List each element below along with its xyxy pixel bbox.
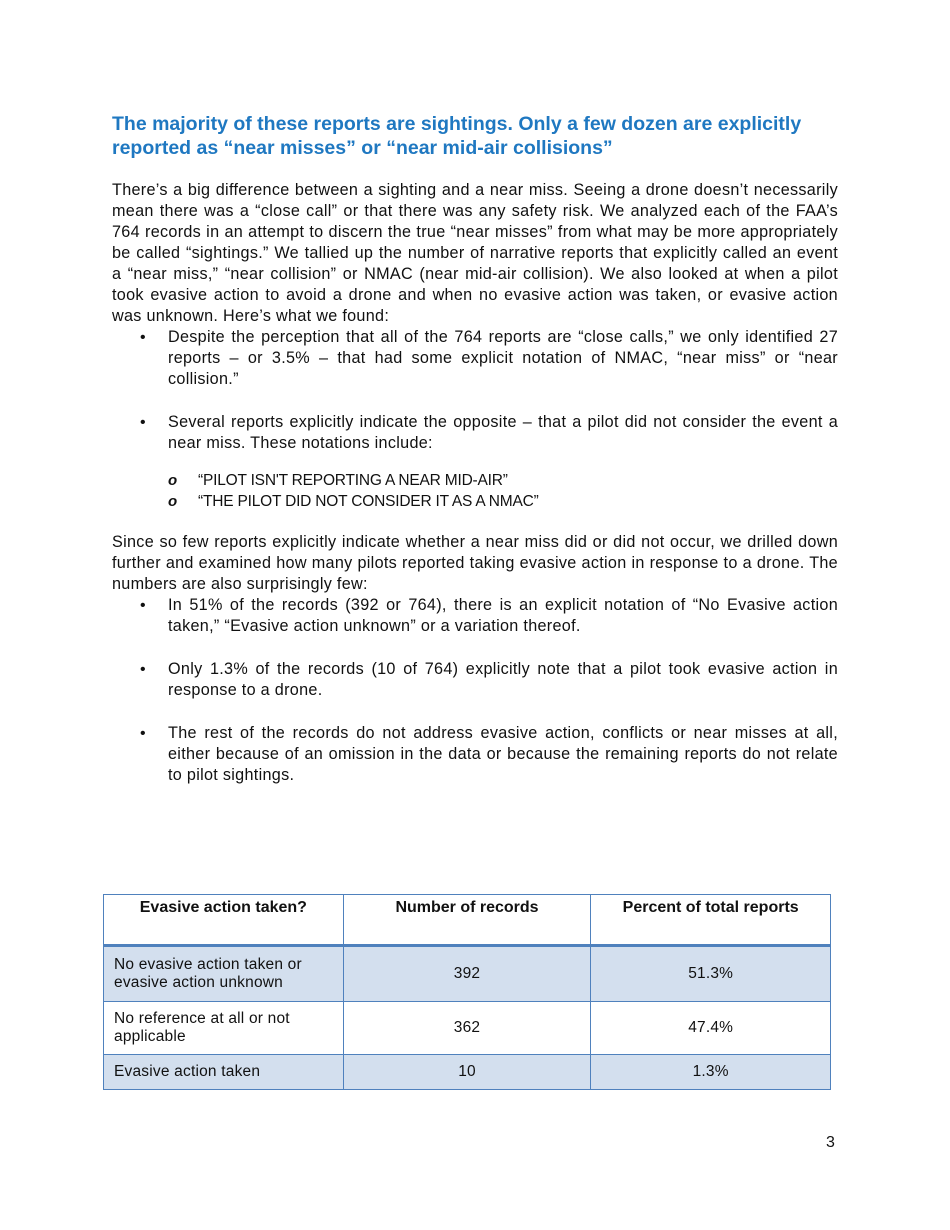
list-item-text: The rest of the records do not address evasive action, conflicts or near misses at all, either because of an omission in the data or because the remaining reports do not relate to pilot sightings. — [168, 724, 838, 784]
findings-list — [112, 327, 838, 512]
list-item-text: Only 1.3% of the records (10 of 764) explicitly note that a pilot took evasive action in response to a drone. — [168, 660, 838, 699]
notations-list — [168, 470, 838, 512]
table-cell-count: 362 — [343, 1002, 591, 1055]
bullet-icon: • — [140, 414, 146, 431]
circle-bullet-icon: o — [168, 493, 177, 510]
table-cell-percent: 1.3% — [591, 1055, 831, 1090]
table-cell-category: No evasive action taken or evasive action unknown — [104, 946, 344, 1002]
table-cell-count: 392 — [343, 946, 591, 1002]
bullet-icon: • — [140, 661, 146, 678]
column-header: Evasive action taken? — [104, 895, 344, 946]
sub-list-item — [168, 470, 838, 491]
table-row — [104, 1055, 831, 1090]
column-header: Percent of total reports — [591, 895, 831, 946]
table-cell-category: No reference at all or not applicable — [104, 1002, 344, 1055]
second-paragraph: Since so few reports explicitly indicate whether a near miss did or did not occur, we drilled down further and examined how many pilots reported taking evasive action in response to a drone. The numbers are also surprisingly few: — [112, 533, 838, 593]
list-item — [112, 659, 838, 701]
sub-list-item-text: “PILOT ISN'T REPORTING A NEAR MID-AIR” — [198, 472, 508, 489]
list-item-text: Several reports explicitly indicate the opposite – that a pilot did not consider the event a near miss. These notations include: — [168, 413, 838, 452]
table-cell-percent: 47.4% — [591, 1002, 831, 1055]
evasive-action-list — [112, 595, 838, 786]
section-heading: The majority of these reports are sightings. Only a few dozen are explicitly reported as “near misses” or “near mid-air collisions” — [112, 113, 802, 159]
table-header-row — [104, 895, 831, 946]
list-item — [112, 723, 838, 786]
column-header: Number of records — [343, 895, 591, 946]
document-page — [112, 112, 838, 786]
sub-list-item — [168, 491, 838, 512]
table-cell-category: Evasive action taken — [104, 1055, 344, 1090]
sub-list-item-text: “THE PILOT DID NOT CONSIDER IT AS A NMAC” — [198, 493, 539, 510]
bullet-icon: • — [140, 725, 146, 742]
list-item-text: In 51% of the records (392 or 764), there is an explicit notation of “No Evasive action taken,” “Evasive action unknown” or a variation thereof. — [168, 596, 838, 635]
bullet-icon: • — [140, 597, 146, 614]
list-item — [112, 595, 838, 637]
table-cell-count: 10 — [343, 1055, 591, 1090]
list-item — [112, 327, 838, 390]
bullet-icon: • — [140, 329, 146, 346]
table-row — [104, 946, 831, 1002]
list-item-text: Despite the perception that all of the 764 reports are “close calls,” we only identified 27 reports – or 3.5% – that had some explicit notation of NMAC, “near miss” or “near collision.” — [168, 328, 838, 388]
circle-bullet-icon: o — [168, 472, 177, 489]
evasive-action-table — [103, 894, 831, 1090]
table-row — [104, 1002, 831, 1055]
list-item — [112, 412, 838, 512]
intro-paragraph: There’s a big difference between a sighting and a near miss. Seeing a drone doesn’t necessarily mean there was a “close call” or that there was any safety risk. We analyzed each of the FAA’s 764 records in an attempt to discern the true “near misses” from what may be more appropriately be called “sightings.” We tallied up the number of narrative reports that explicitly called an event a “near miss,” “near collision” or NMAC (near mid-air collision). We also looked at when a pilot took evasive action to avoid a drone and when no evasive action was taken, or evasive action was unknown. Here’s what we found: — [112, 181, 838, 325]
table-cell-percent: 51.3% — [591, 946, 831, 1002]
page-number: 3 — [826, 1134, 835, 1151]
